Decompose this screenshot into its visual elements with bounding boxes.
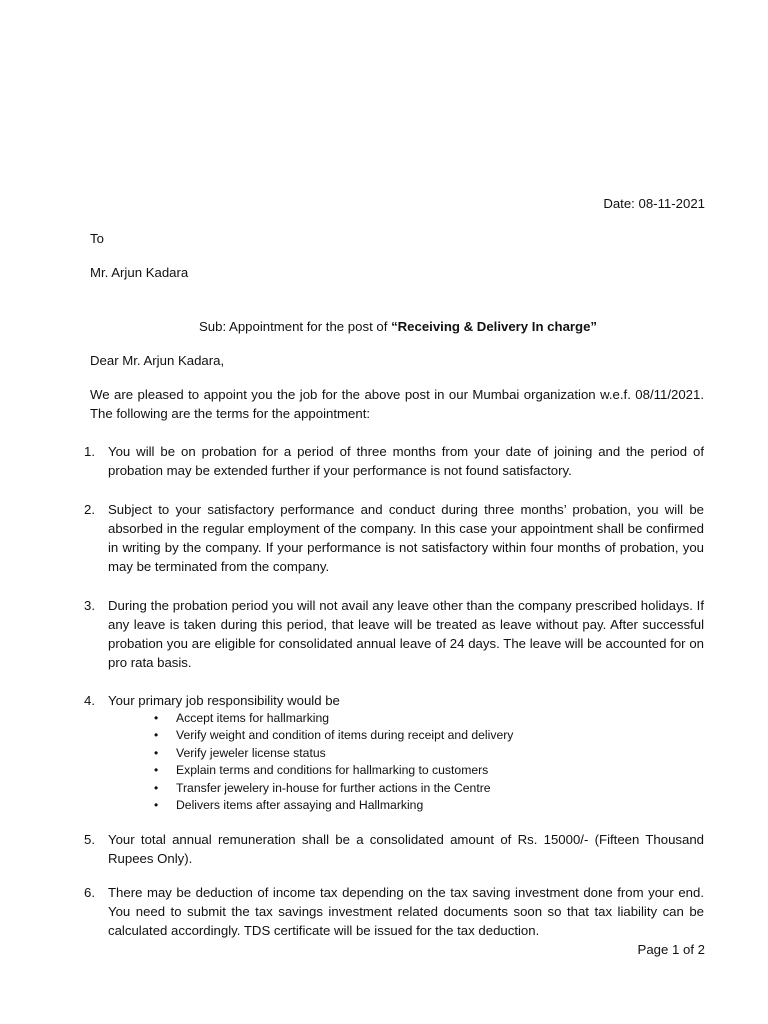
to-label: To xyxy=(90,231,104,246)
term-text: Your total annual remuneration shall be a consolidated amount of Rs. 15000/- (Fifteen Thousand Rupees Only). xyxy=(108,832,704,866)
bullet-icon: • xyxy=(154,780,159,795)
bullet-icon: • xyxy=(154,763,159,778)
responsibility-list xyxy=(0,710,768,814)
list-item: • Verify weight and condition of items during receipt and delivery xyxy=(0,727,768,744)
page-number: Page 1 of 2 xyxy=(637,942,705,957)
list-item: • Transfer jewelery in-house for further actions in the Centre xyxy=(0,780,768,797)
term-number: 1. xyxy=(84,444,95,459)
subject-prefix: Sub: Appointment for the post of xyxy=(198,319,392,334)
list-item: • Delivers items after assaying and Hallmarking xyxy=(0,797,768,814)
bullet-icon: • xyxy=(154,797,159,812)
recipient-name: Mr. Arjun Kadara xyxy=(90,265,189,280)
term-number: 6. xyxy=(84,885,95,900)
term-number: 4. xyxy=(84,693,95,708)
bullet-icon: • xyxy=(154,728,159,743)
letter-date: Date: 08-11-2021 xyxy=(603,196,705,211)
term-number: 2. xyxy=(84,502,95,517)
intro-paragraph: We are pleased to appoint you the job for the above post in our Mumbai organization w.e.f. 08/11/2021. The following are the terms for the appointment: xyxy=(90,387,704,421)
subject-post-title: “Receiving & Delivery In charge” xyxy=(391,319,598,334)
term-text: Your primary job responsibility would be xyxy=(108,693,340,708)
subject-line xyxy=(0,317,768,336)
bullet-icon: • xyxy=(154,745,159,760)
term-text: There may be deduction of income tax depending on the tax saving investment done from your end. You need to submit the tax savings investment related documents soon so that tax liability can be calculated accordingly. TDS certificate will be issued for the tax deduction. xyxy=(108,885,704,938)
bullet-icon: • xyxy=(154,711,159,725)
term-text: Subject to your satisfactory performance and conduct during three months’ probation, you will be absorbed in the regular employment of the company. In this case your appointment shall be confirmed in writing by the company. If your performance is not satisfactory within four months of probation, you may be terminated from the company. xyxy=(108,502,704,574)
list-item: • Explain terms and conditions for hallmarking to customers xyxy=(0,762,768,779)
term-text: You will be on probation for a period of three months from your date of joining and the period of probation may be extended further if your performance is not found satisfactory. xyxy=(108,444,704,478)
term-number: 5. xyxy=(84,832,95,847)
term-number: 3. xyxy=(84,598,95,613)
salutation: Dear Mr. Arjun Kadara, xyxy=(90,353,225,368)
list-item: • Verify jeweler license status xyxy=(0,745,768,762)
list-item: • Accept items for hallmarking xyxy=(0,710,768,727)
term-text: During the probation period you will not avail any leave other than the company prescribed holidays. If any leave is taken during this period, that leave will be treated as leave without pay. After successful probation you are eligible for consolidated annual leave of 24 days. The leave will be accounted for on pro rata basis. xyxy=(108,598,704,670)
